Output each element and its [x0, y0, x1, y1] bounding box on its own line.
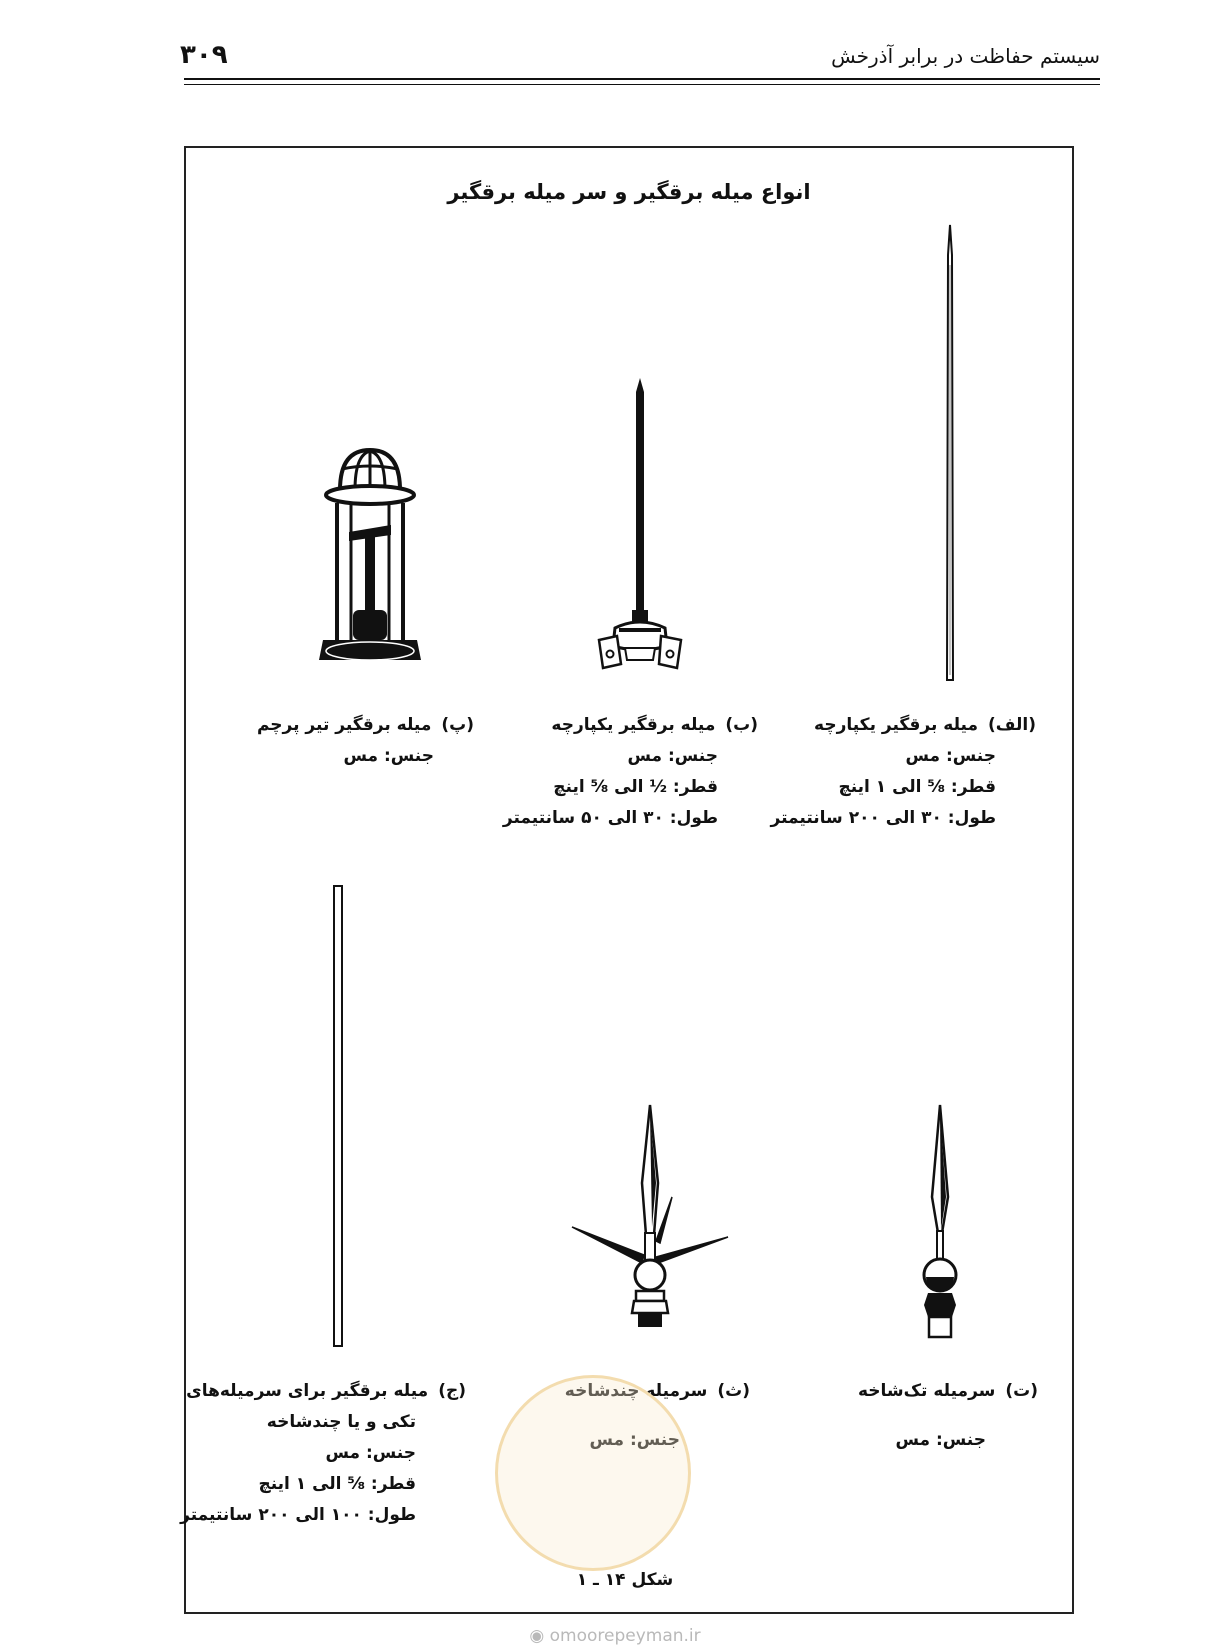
caption-jim — [180, 1376, 466, 1531]
caption-te — [858, 1376, 1038, 1456]
caption-jim-length: طول: ۱۰۰ الی ۲۰۰ سانتیمتر — [180, 1505, 416, 1525]
header-rule — [184, 78, 1100, 80]
caption-se-label: (ث) — [717, 1381, 750, 1401]
running-header-title: سیستم حفاظت در برابر آذرخش — [831, 44, 1100, 68]
caption-te-material: جنس: مس — [895, 1430, 986, 1450]
caption-pe — [257, 710, 474, 772]
caption-alef — [771, 710, 1037, 834]
caption-be-material: جنس: مس — [627, 746, 718, 766]
caption-be-label: (ب) — [725, 715, 758, 735]
caption-pe-name: میله برقگیر تیر پرچم — [256, 715, 432, 735]
publisher-stamp-logo — [495, 1375, 691, 1571]
caption-jim-material: جنس: مس — [325, 1443, 416, 1463]
caption-alef-length: طول: ۳۰ الی ۲۰۰ سانتیمتر — [770, 808, 996, 828]
caption-se-material: جنس: مس — [589, 1430, 680, 1450]
tip-se-illustration — [570, 1105, 730, 1335]
rod-be-illustration — [595, 378, 685, 678]
caption-be-diameter: قطر: ½ الی ⅝ اینچ — [553, 777, 718, 797]
header-rule-thin — [184, 84, 1100, 85]
rod-jim-illustration — [332, 885, 344, 1347]
globe-icon: ◉ — [529, 1626, 545, 1646]
caption-alef-label: (الف) — [988, 715, 1036, 735]
caption-te-label: (ت) — [1005, 1381, 1038, 1401]
caption-jim-name-line2: تکی و یا چندشاخه — [266, 1412, 416, 1432]
caption-jim-diameter: قطر: ⅝ الی ۱ اینچ — [258, 1474, 416, 1494]
caption-pe-label: (پ) — [441, 715, 474, 735]
rod-alef-illustration — [940, 225, 960, 685]
caption-te-name: سرمیله تک‌شاخه — [857, 1381, 996, 1401]
caption-pe-material: جنس: مس — [343, 746, 434, 766]
caption-be — [503, 710, 758, 834]
caption-jim-name: میله برقگیر برای سرمیله‌های — [186, 1381, 429, 1401]
figure-title: انواع میله برقگیر و سر میله برقگیر — [447, 180, 811, 204]
caption-jim-label: (ج) — [438, 1381, 466, 1401]
caption-alef-name: میله برقگیر یکپارچه — [814, 715, 978, 735]
caption-alef-diameter: قطر: ⅝ الی ۱ اینچ — [838, 777, 996, 797]
rod-pe-illustration — [315, 445, 425, 675]
page-number: ۳۰۹ — [180, 40, 228, 70]
caption-alef-material: جنس: مس — [905, 746, 996, 766]
site-watermark — [510, 1626, 720, 1646]
caption-be-length: طول: ۳۰ الی ۵۰ سانتیمتر — [502, 808, 718, 828]
tip-te-illustration — [918, 1105, 962, 1340]
site-watermark-text: omoorepeyman.ir — [549, 1626, 701, 1646]
caption-be-name: میله برقگیر یکپارچه — [551, 715, 716, 735]
figure-number: شکل ۱۴ ـ ۱ — [576, 1570, 674, 1590]
caption-se-name: سرمیله چندشاخه — [564, 1381, 708, 1401]
